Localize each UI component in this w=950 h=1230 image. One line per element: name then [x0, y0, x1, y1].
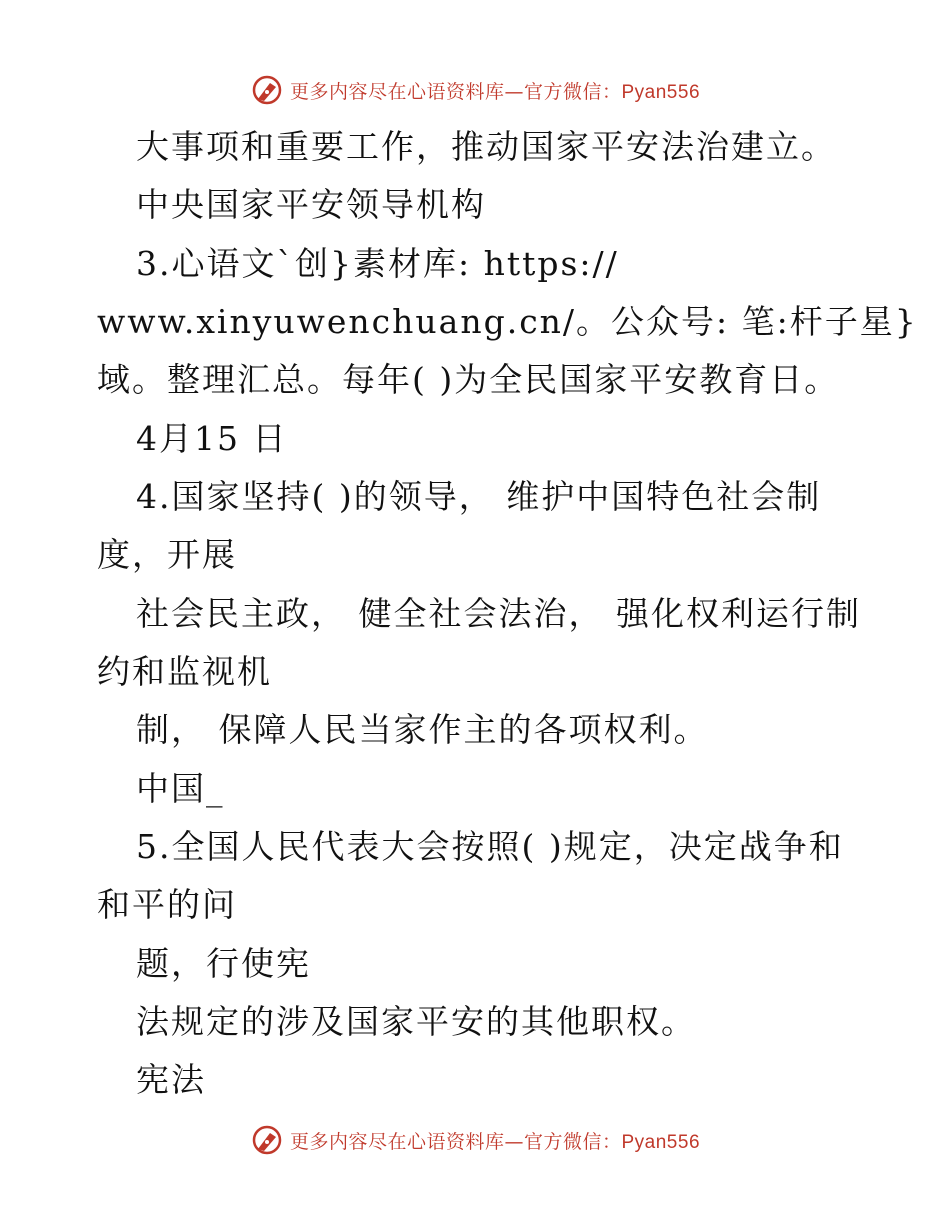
header-banner	[0, 70, 950, 110]
text-line: 5.全国人民代表大会按照( )规定，决定战争和	[136, 827, 844, 866]
text-line: 社会民主政， 健全社会法治， 强化权利运行制	[136, 594, 861, 633]
banner-text: 更多内容尽在心语资料库—官方微信：Pyan556	[289, 80, 701, 103]
text-line: 4月15 日	[136, 419, 288, 458]
text-line: 域。整理汇总。每年( )为全民国家平安教育日。	[97, 360, 840, 399]
text-line: 约和监视机	[97, 652, 272, 691]
text-line: 制， 保障人民当家作主的各项权利。	[136, 710, 709, 749]
text-line: 中国_	[136, 769, 225, 808]
text-line: 宪法	[136, 1060, 206, 1099]
text-line: www.xinyuwenchuang.cn/。公众号: 笔:杆子星}	[97, 302, 918, 341]
text-line: 和平的问	[97, 885, 237, 924]
text-line: 3.心语文`创}素材库: https://	[136, 244, 619, 283]
banner-text: 更多内容尽在心语资料库—官方微信：Pyan556	[289, 1130, 701, 1153]
pen-nib-circle-icon	[250, 1123, 284, 1157]
text-line: 题，行使宪	[136, 944, 311, 983]
text-line: 法规定的涉及国家平安的其他职权。	[136, 1002, 696, 1041]
text-line: 4.国家坚持( )的领导， 维护中国特色社会制	[136, 477, 822, 516]
text-line: 大事项和重要工作，推动国家平安法治建立。	[136, 127, 836, 166]
text-line: 中央国家平安领导机构	[136, 185, 486, 224]
pen-nib-circle-icon	[250, 73, 284, 107]
text-line: 度，开展	[97, 535, 237, 574]
footer-banner	[0, 1120, 950, 1160]
